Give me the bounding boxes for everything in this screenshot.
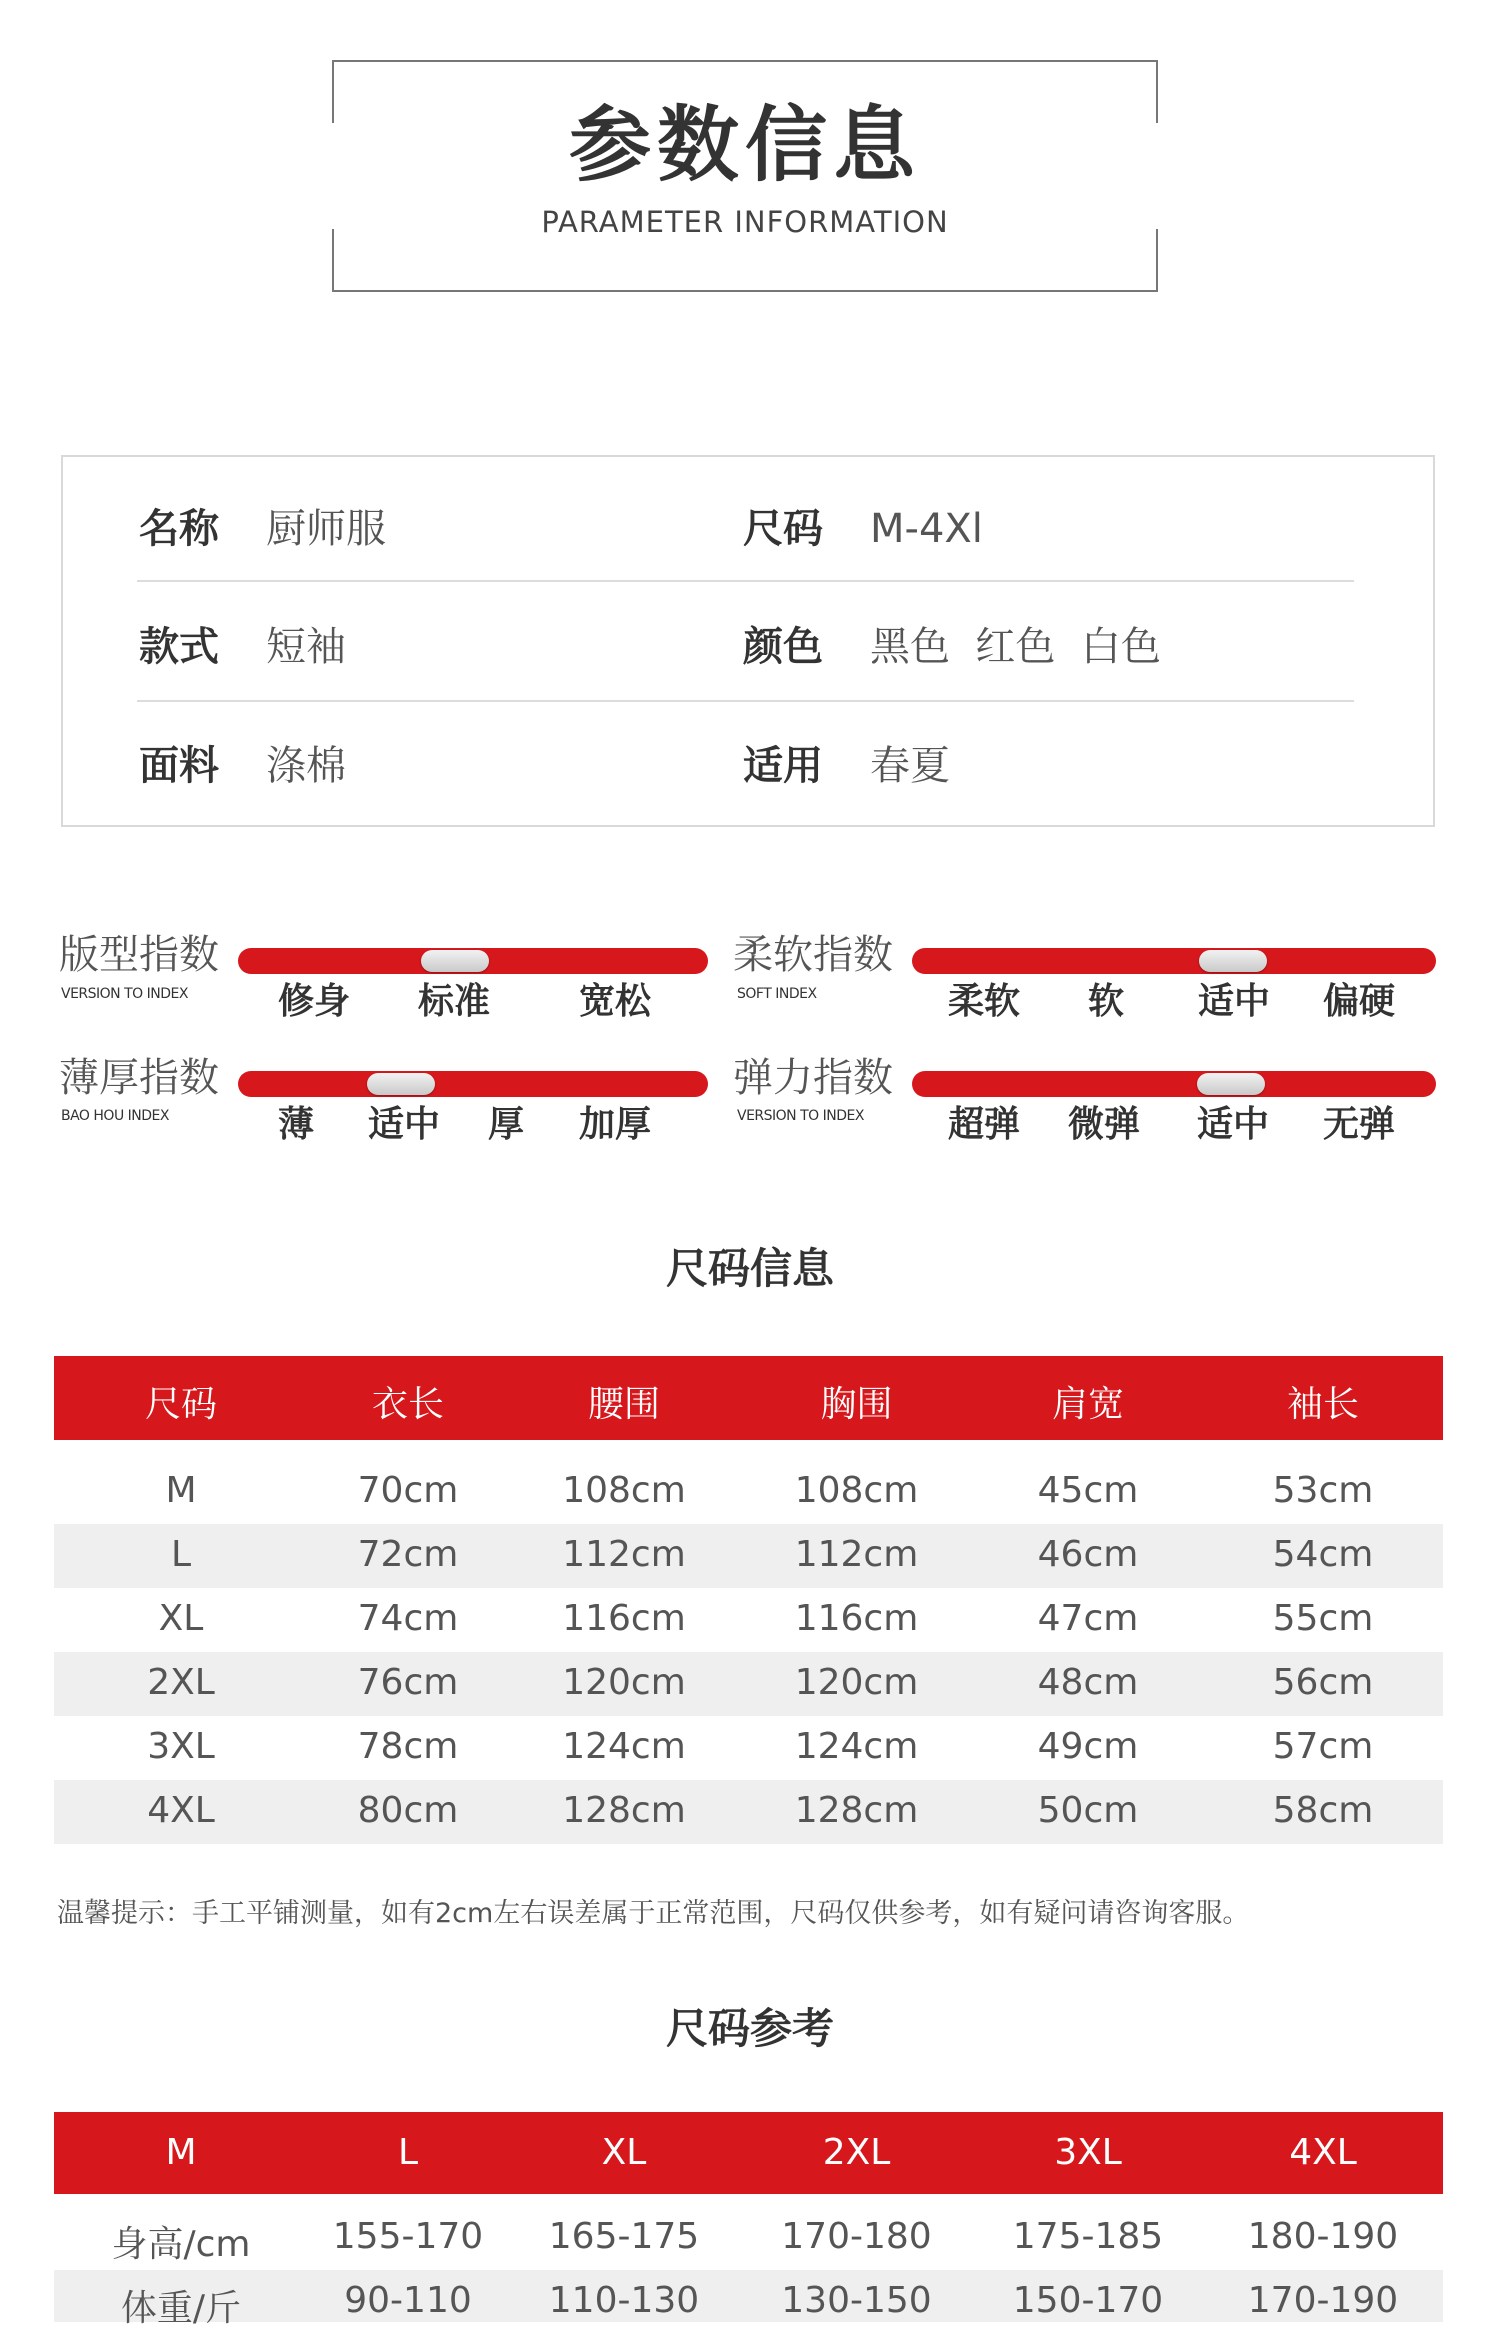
info-divider <box>137 700 1354 702</box>
elasticity-index-option: 微弹 <box>1068 1104 1141 1145</box>
table-cell: 180-190 <box>1247 2216 1399 2257</box>
thickness-index-option: 加厚 <box>579 1104 652 1145</box>
table-cell: 124cm <box>562 1726 686 1767</box>
size-info-header-row <box>54 1356 1443 1440</box>
table-cell: 112cm <box>794 1534 919 1575</box>
info-value-style: 短袖 <box>266 624 346 670</box>
size-info-header: 袖长 <box>1286 1384 1359 1425</box>
table-row <box>54 2270 1443 2329</box>
fit-index-option: 修身 <box>278 981 351 1022</box>
size-reference-header: XL <box>601 2132 647 2173</box>
size-info-title: 尺码信息 <box>665 1244 834 1293</box>
info-label-name: 名称 <box>139 506 219 552</box>
fit-index-subtitle: VERSION TO INDEX <box>61 986 188 1002</box>
softness-index-option: 柔软 <box>948 981 1021 1022</box>
size-reference-header: 4XL <box>1289 2132 1357 2173</box>
table-cell: 128cm <box>794 1790 919 1831</box>
thickness-index-option: 薄 <box>278 1104 315 1145</box>
info-divider <box>137 580 1354 582</box>
info-value-season: 春夏 <box>870 743 950 789</box>
info-value-name: 厨师服 <box>266 506 386 552</box>
size-info-header: 衣长 <box>371 1384 444 1425</box>
table-cell: 165-175 <box>548 2216 700 2257</box>
table-cell: XL <box>158 1598 204 1639</box>
table-cell: 49cm <box>1037 1726 1139 1767</box>
size-note: 温馨提示：手工平铺测量，如有2cm左右误差属于正常范围，尺码仅供参考，如有疑问请咨询客服。 <box>57 1898 1250 1929</box>
page-title: 参数信息 <box>568 98 921 193</box>
table-cell: 150-170 <box>1012 2280 1164 2321</box>
page-subtitle: PARAMETER INFORMATION <box>541 205 949 239</box>
elasticity-index-title: 弹力指数 <box>733 1055 893 1101</box>
size-info-header: 尺码 <box>144 1384 217 1425</box>
info-label-season: 适用 <box>743 743 823 789</box>
table-row <box>54 1524 1443 1588</box>
info-label-style: 款式 <box>139 624 219 670</box>
elasticity-index-subtitle: VERSION TO INDEX <box>737 1108 864 1124</box>
table-cell: 170-190 <box>1247 2280 1399 2321</box>
size-reference-header: M <box>165 2132 197 2173</box>
table-cell: 57cm <box>1272 1726 1374 1767</box>
table-cell: 120cm <box>562 1662 686 1703</box>
softness-index-option: 软 <box>1088 981 1125 1022</box>
table-cell: 55cm <box>1272 1598 1374 1639</box>
table-cell: 46cm <box>1037 1534 1139 1575</box>
softness-index-bar <box>912 948 1436 974</box>
elasticity-index-option: 无弹 <box>1323 1104 1396 1145</box>
thickness-index-subtitle: BAO HOU INDEX <box>61 1108 169 1124</box>
table-cell: 124cm <box>794 1726 919 1767</box>
softness-index-option: 适中 <box>1198 981 1271 1022</box>
size-info-header: 胸围 <box>820 1384 893 1425</box>
table-cell: 90-110 <box>344 2280 472 2321</box>
thickness-index-option: 厚 <box>488 1104 525 1145</box>
softness-index-subtitle: SOFT INDEX <box>737 986 817 1002</box>
fit-index-title: 版型指数 <box>59 932 219 978</box>
table-cell: 72cm <box>357 1534 459 1575</box>
table-cell: 70cm <box>357 1470 459 1511</box>
elasticity-index-bar <box>912 1071 1436 1097</box>
table-cell: M <box>165 1470 197 1511</box>
thickness-index-bar <box>238 1071 708 1097</box>
table-row <box>54 1588 1443 1652</box>
size-info-header: 肩宽 <box>1051 1384 1124 1425</box>
fit-index-option: 宽松 <box>579 981 652 1022</box>
fit-index-option: 标准 <box>418 981 491 1022</box>
softness-index-title: 柔软指数 <box>733 932 893 978</box>
table-cell: 76cm <box>357 1662 459 1703</box>
table-row <box>54 2206 1443 2270</box>
table-cell: 45cm <box>1037 1470 1139 1511</box>
size-reference-title: 尺码参考 <box>665 2004 834 2053</box>
elasticity-index-knob <box>1197 1073 1265 1095</box>
table-cell: 120cm <box>794 1662 919 1703</box>
fit-index-knob <box>421 950 489 972</box>
table-cell: 56cm <box>1272 1662 1374 1703</box>
table-cell: 体重/斤 <box>120 2288 242 2329</box>
softness-index-knob <box>1199 950 1267 972</box>
table-cell: 130-150 <box>781 2280 932 2321</box>
thickness-index-title: 薄厚指数 <box>59 1055 219 1101</box>
table-cell: 74cm <box>357 1598 459 1639</box>
size-reference-header: 3XL <box>1054 2132 1122 2173</box>
table-cell: 78cm <box>357 1726 459 1767</box>
table-cell: 108cm <box>562 1470 686 1511</box>
table-cell: 128cm <box>562 1790 686 1831</box>
table-cell: 54cm <box>1272 1534 1374 1575</box>
table-cell: 116cm <box>562 1598 686 1639</box>
thickness-index-option: 适中 <box>368 1104 441 1145</box>
table-cell: 58cm <box>1272 1790 1374 1831</box>
info-value-size: M-4Xl <box>870 506 983 552</box>
table-cell: 116cm <box>794 1598 919 1639</box>
table-cell: 2XL <box>147 1662 215 1703</box>
info-value-color: 黑色 红色 白色 <box>870 624 1161 670</box>
thickness-index-knob <box>367 1073 435 1095</box>
table-cell: 80cm <box>357 1790 459 1831</box>
info-label-fabric: 面料 <box>139 743 219 789</box>
size-reference-header-row <box>54 2112 1443 2194</box>
table-cell: L <box>170 1534 192 1575</box>
table-cell: 108cm <box>794 1470 919 1511</box>
table-cell: 112cm <box>562 1534 686 1575</box>
table-cell: 155-170 <box>332 2216 484 2257</box>
table-cell: 175-185 <box>1012 2216 1164 2257</box>
table-row <box>54 1716 1443 1780</box>
table-row <box>54 1652 1443 1716</box>
elasticity-index-option: 超弹 <box>948 1104 1021 1145</box>
table-cell: 48cm <box>1037 1662 1139 1703</box>
softness-index-option: 偏硬 <box>1323 981 1396 1022</box>
table-cell: 身高/cm <box>111 2224 251 2265</box>
table-cell: 47cm <box>1037 1598 1139 1639</box>
table-cell: 50cm <box>1037 1790 1139 1831</box>
table-row <box>54 1780 1443 1844</box>
table-cell: 4XL <box>147 1790 215 1831</box>
info-value-fabric: 涤棉 <box>266 743 346 789</box>
size-info-header: 腰围 <box>587 1384 660 1425</box>
size-reference-header: 2XL <box>822 2132 891 2173</box>
table-cell: 110-130 <box>548 2280 700 2321</box>
info-label-color: 颜色 <box>743 624 823 670</box>
table-cell: 170-180 <box>781 2216 932 2257</box>
size-reference-header: L <box>397 2132 419 2173</box>
table-cell: 53cm <box>1272 1470 1374 1511</box>
elasticity-index-option: 适中 <box>1197 1104 1270 1145</box>
info-label-size: 尺码 <box>743 506 823 552</box>
table-row <box>54 1460 1443 1524</box>
table-cell: 3XL <box>147 1726 215 1767</box>
